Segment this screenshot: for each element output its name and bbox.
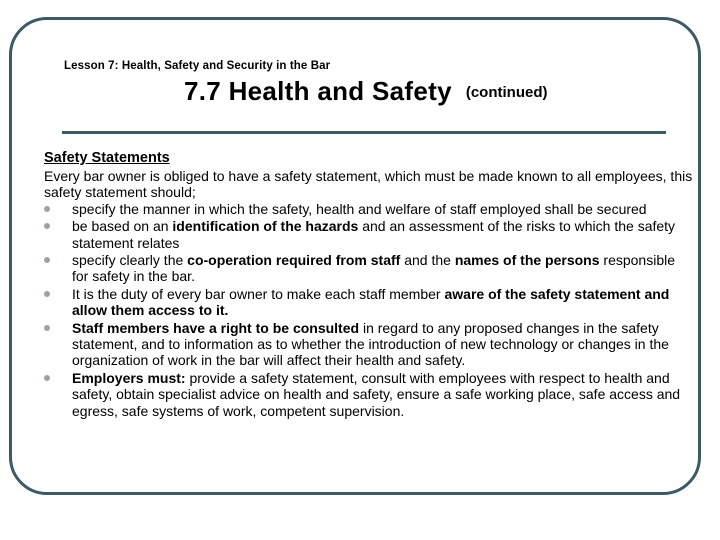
bullet-icon: [44, 325, 50, 331]
title-divider: [62, 131, 666, 134]
bullet-icon: [44, 257, 50, 263]
bullet-icon: [44, 291, 50, 297]
bullet-icon: [44, 223, 50, 229]
section-heading: Safety Statements: [44, 150, 170, 166]
bullet-item: specify clearly the co-operation required from staff and the names of the persons responsible for safety in the bar.: [44, 252, 694, 284]
title-main: 7.7 Health and Safety: [184, 76, 452, 106]
slide-title: [184, 76, 548, 107]
bullet-item: specify the manner in which the safety, health and welfare of staff employed shall be secured: [44, 201, 694, 217]
intro-text: Every bar owner is obliged to have a safety statement, which must be made known to all employees, this safety statement should;: [44, 168, 693, 201]
bullet-item: be based on an identification of the hazards and an assessment of the risks to which the safety statement relates: [44, 218, 694, 250]
bullet-icon: [44, 206, 50, 212]
bullet-item: Staff members have a right to be consulted in regard to any proposed changes in the safety statement, and to information as to whether the introduction of new technology or changes in the organization of work in the bar will affect their health and safety.: [44, 320, 694, 369]
bullet-item: Employers must: provide a safety statement, consult with employees with respect to health and safety, obtain specialist advice on health and safety, ensure a safe working place, safe access and egress, safe systems of work, competent supervision.: [44, 370, 694, 419]
title-continued: (continued): [465, 84, 548, 101]
bullet-item: It is the duty of every bar owner to make each staff member aware of the safety statement and allow them access to it.: [44, 286, 694, 318]
slide-content: [44, 150, 694, 420]
lesson-header: Lesson 7: Health, Safety and Security in the Bar: [64, 60, 331, 72]
bullet-icon: [44, 375, 50, 381]
bullet-list: [44, 201, 694, 419]
